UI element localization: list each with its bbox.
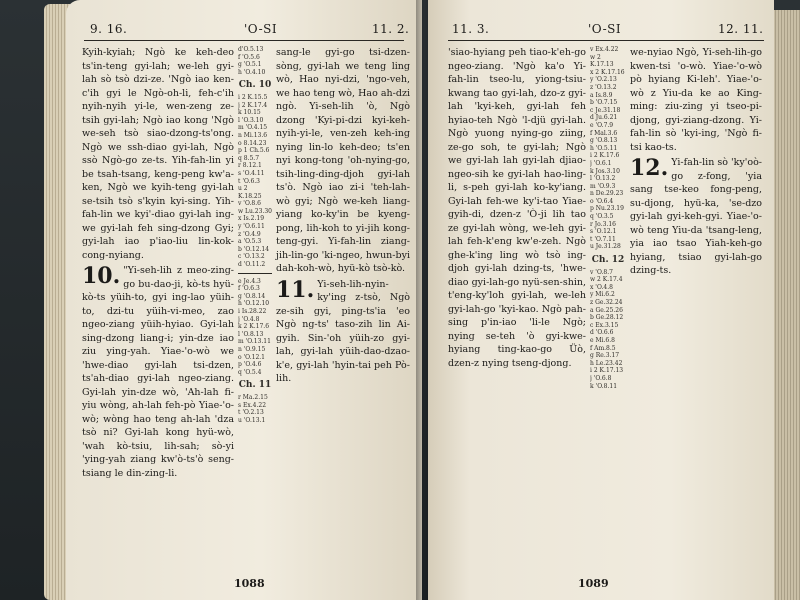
- right-col2-paragraph: we-nyiao Ngò, Yi-seh-lih-go kwen-tsi 'o-wò. Yiae-'o-wò pò hyiang Ki-leh'. Yiae-'o-wò z Yiu-da ke ao King-ming: ziu-zing yi tseo-pi-djong, gyi-ziang-dzong. Yi-fah-lin sò 'kyi-ing, 'Ngò fi-tsi kao-ts.: [630, 47, 762, 153]
- left-page-number: 1088: [234, 577, 265, 590]
- right-page: [428, 0, 774, 600]
- left-ref-chapter-10: Ch. 10: [238, 80, 272, 91]
- right-header-title: 'O-SI: [588, 22, 622, 36]
- left-header-title: 'O-SI: [244, 22, 278, 36]
- right-col1-paragraph: 'siao-hyiang peh tiao-k'eh-go ngeo-ziang. 'Ngò ka'o Yi-fah-lin tseo-lu, yiong-tsiu-kwang tao gyi-lah, dzo-z gyi-lah 'kyi-keh, gyi-lah feh hyiao-teh Ngò 'l-djü gyi-lah. Ngò yuong nying-go ziing, ze-go soh, te gyi-lah; Ngò we gyi-lah lah gyi-lah djiao-ngeo-sih ke gyi-lah hao-ling-li, s-peh gyi-lah ko-ky'iang. Gyi-lah feh-we ky'i-tao Yiae-gyih-di, dzen-z 'Ò-ji lih tao ze gyi-lah wòng, we-leh gyi-lah feh-k'eng kw'e-zeh. Ngò ghe-k'ing ling wò tsò ing-djoh gyi-lah dzing-ts, 'hwe-diao gyi-lah-go nyü-sen-shin, t'eng-ky'loh gyi-lah, we-leh gyi-lah-go 'kyi-kao. Ngò pah-sing p'in-iao 'li-le Ngò; nying se-teh 'ò gyi-kwe-hyiang ting-kao-go Üò, dzen-z nying tseng-djong.: [448, 47, 586, 369]
- left-col2-paragraph-b: Yi-seh-lih-nyin-ky'ing z-tsò, Ngò ze-sih gyi, ping-ts'ia 'eo Ngò ng-ts' taso-zih lin Ai-gyih. Sin-'oh yüih-zo gyi-lah, gyi-lah yüih-dao-dzao-k'e, gyi-lah 'hyin-tai peh Pò-lih.: [276, 278, 410, 384]
- right-col2-paragraph-b: Yi-fah-lin sò 'ky'oò-go z-fong, 'yia sang tse-keo fong-peng, su-djong, hyü-ka, 'se-dzo gyi-lah gyi-keh-gyi. Yiae-'o-wò teng Yiu-da 'tsang-leng, yia iao tsao Yiah-keh-go hyiang, tsiao gyi-lah-go dzing-ts.: [630, 157, 762, 276]
- right-reference-column: v Ex.4.22 w 2 K.17.13 x 2 K.17.16 y 'O.2.13 z 'O.13.2 a Is.8.9 b 'O.7.15 c Je.31.18 d Ju.6.21 e 'O.7.9 f Mal.3.6 g 'O.8.13 h 'O.5.11 i 2 K.17.6 j 'O.6.1 k Jos.3.10 l 'O.13.2 m 'O.9.3 n De.29.23 o 'O.6.4 p Nu.23.19 q 'O.3.5 r Jo.3.16 s 'O.12.1 t 'O.7.11 u Je.31.28 Ch. 12 v 'O.8.7 w 2 K.17.4 x 'O.4.8 y Mi.6.2 z Ge.32.24 a Ge.25.26 b Ge.28.12 c Ex.3.15 d 'O.6.6 e Mi.6.8 f Am.8.5 g Re.3.17 h Le.23.42 i 2 K.17.13 j 'O.6.8 k 'O.8.11: [590, 46, 625, 390]
- right-page-number: 1089: [578, 577, 609, 590]
- right-header-rule: [448, 40, 764, 41]
- left-header-ref: 9. 16.: [90, 22, 128, 36]
- left-page: [66, 0, 422, 600]
- chapter-10-number: 10.: [82, 263, 121, 289]
- left-reference-column: d'O.5.13 f 'O.5.6 g 'O.5.1 h 'O.4.10 Ch. 10 i 2 K.15.5 j 2 K.17.4 k 10.15 l 'O.3.10 m 'O.4.15 n Mi.13.6 o 8.14.23 p 1 Ch.5.6 q 8.5.7 r 8.12.1 s 'O.4.11 t 'O.6.3 u 2 K.18.25 v 'O.8.6 w Lu.23.30 x Is.2.19 y 'O.6.11 z 'O.4.9 a 'O.5.3 b 'O.12.14 c 'O.13.2 d 'O.11.2 e Je.4.3 f 'O.6.3 g 'O.8.14 h 'O.12.10 i Is.28.22 j 'O.4.8 k 2 K.17.6 l 'O.8.13 m 'O.13.11 n 'O.9.15 o 'O.12.1 p 'O.4.6 q 'O.5.4 Ch. 11 r Ma.2.15 s Ex.4.22 t 'O.2.13 u 'O.13.1: [238, 46, 272, 424]
- left-col2-paragraph: sang-le gyi-go tsi-dzen-sòng, gyi-lah we teng ling wò, Hao nyi-dzi, 'ngo-veh, we hao teng wò, Hao ah-dzi ngò. Yi-seh-lih 'ò, Ngò dzong 'Kyi-pi-dzi kyi-keh-nyih-yi-le, ven-zeh keh-ing nying lin-lo keh-deo; ts'en nyi kong-tong 'oh-nying-go, tsih-ling-ding-djoh gyi-lah ts'ò. Ngò iao zi-i 'teh-lah-wò gyi; Ngò we-keh liang-yiang ko-ky'in be kyeng-pong, lih-koh to yi-jih kong-teng-gyi. Yi-fah-lin ziang-jih-lin-go 'ki-ngeo, hwun-byi dah-koh-wò, hyü-kò tsò-kò.: [276, 47, 410, 274]
- left-col1-paragraph: Kyih-kyiah; Ngò ke keh-deo ts'in-teng gyi-lah; we-leh gyi-lah sò tsò dzi-ze. 'Ngò iao ken-c'ih gyi le Ngò-oh-li, feh-c'ih nyih-nyih yi-le, wen-zeng ze-tsih gyi-lah; Ngò iao kong 'Ngò we-seh tsò siao-dzong-ts'ong. Ngò we ssh-diao gyi-lah, Ngò ssò Ngò-go ze-ts. Yih-fah-lin yi be tsah-tsang, keng-peng kw'a-ken, Ngò we kyih-teng gyi-lah se-tsih tsò s'kyin kyi-sing. Yih-fah-lin we kyi'-diao gyi-lah ing-we gyi-lah feh sing-dzong Gyi; gyi-lah iao p'iao-liu lin-kok-cong-nyiang.: [82, 47, 234, 261]
- left-column-1: [82, 46, 234, 581]
- right-column-2: [630, 46, 762, 581]
- right-column-1: [448, 46, 586, 581]
- chapter-12-number: 12.: [630, 155, 669, 181]
- left-header-ref-end: 11. 2.: [372, 22, 410, 36]
- left-ref-chapter-11: Ch. 11: [238, 380, 272, 391]
- left-column-2: [276, 46, 410, 581]
- left-header-rule: [84, 40, 404, 41]
- right-header-ref-end: 12. 11.: [718, 22, 764, 36]
- right-header-ref: 11. 3.: [452, 22, 490, 36]
- right-ref-chapter-12: Ch. 12: [591, 255, 625, 266]
- chapter-11-number: 11.: [276, 276, 315, 303]
- left-col1-paragraph-b: "Yi-seh-lih z meo-zing-go bu-dao-ji, kò-ts hyü-kò-ts yüih-to, gyi ing-lao yüih-to, dzi-tu yüih-vi-meo, zao ngeo-ziang yüih-hyiao. Gyi-lah sing-dzong liang-i; yin-dze iao ziu ying-yah. Yiae-'o-wò we 'hwe-diao gyi-lah tsi-dzen, ts'ah-diao gyi-lah ngeo-ziang. Gyi-lah yin-dze wò, 'Ah-lah fi-yiu wòng, ah-lah feh-pò Yiae-'o-wò; wòng hao teng ah-lah 'dza tsò ni? Gyi-lah kong hyü-wò, 'wah kò-tsiu, lih-sah; sò-yi 'ying-yah ziang kw'ò-ts'ò seng-tsiang le din-zing-li.: [82, 265, 234, 479]
- right-page-edges: [770, 10, 800, 600]
